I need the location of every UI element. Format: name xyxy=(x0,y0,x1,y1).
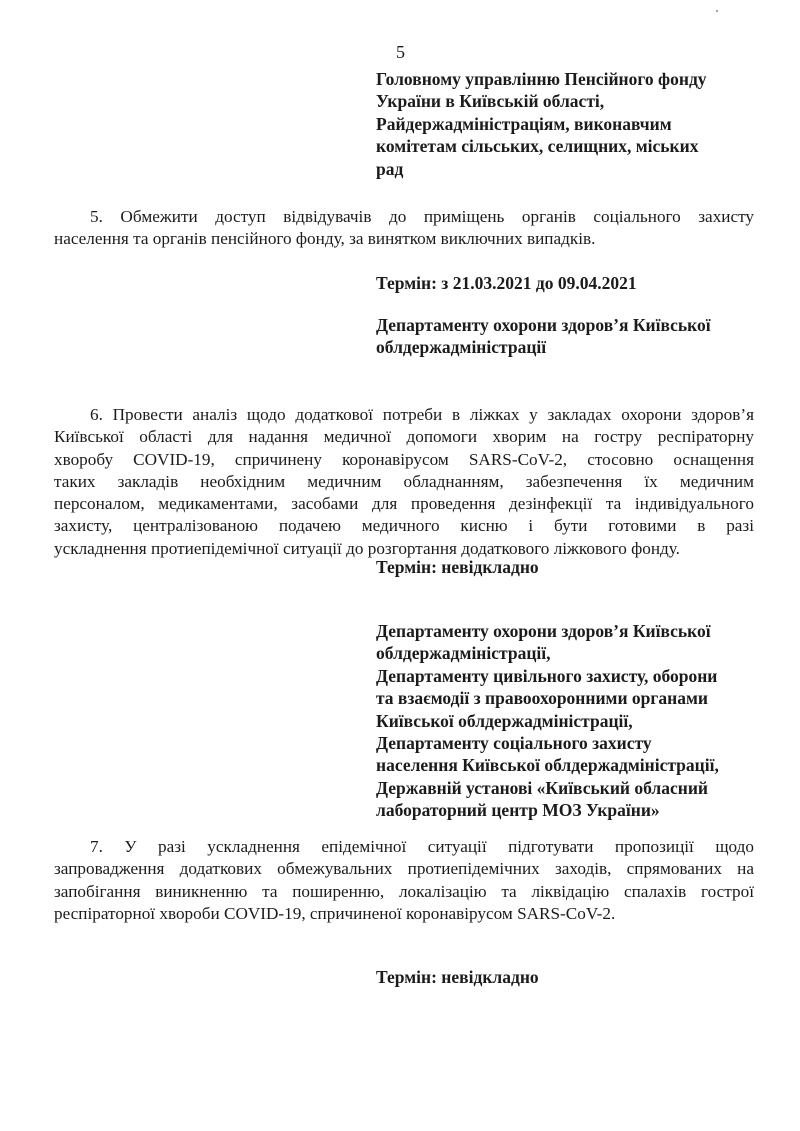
addressee-line: Департаменту охорони здоров’я Київської xyxy=(376,315,711,335)
paragraph-line: респіраторної хвороби COVID-19, спричиненої коронавірусом SARS-CoV-2. xyxy=(54,903,616,923)
item-7-paragraph xyxy=(54,836,754,925)
paragraph-line: населення та органів пенсійного фонду, за винятком виключних випадків. xyxy=(54,229,596,249)
addressee-line: Департаменту цивільного захисту, оборони xyxy=(376,665,718,686)
paragraph-line: запровадження додаткових обмежувальних протиепідемічних заходів, спрямованих на xyxy=(54,859,754,879)
paragraph-line: 7. У разі ускладнення епідемічної ситуації підготувати пропозиції щодо xyxy=(90,837,754,856)
deadline-item-6: Термін: невідкладно xyxy=(376,557,539,577)
addressee-line: комітетам сільських, селищних, міських xyxy=(376,136,699,157)
paragraph-line: хворобу COVID-19, спричинену коронавірусом SARS-CoV-2, стосовно оснащення xyxy=(54,449,754,469)
paragraph-line: таких закладів необхідним медичним обладнанням, забезпечення їх медичним xyxy=(54,471,754,491)
item-6-paragraph xyxy=(54,404,754,560)
deadline-item-7: Термін: невідкладно xyxy=(376,967,539,987)
paragraph-line: персоналом, медикаментами, засобами для проведення дезінфекції та індивідуального xyxy=(54,494,754,514)
addressee-block-multiple-departments xyxy=(376,620,776,822)
page-number: 5 xyxy=(396,42,405,62)
addressee-line: Державній установі «Київський обласний xyxy=(376,777,709,798)
addressee-block-health-department xyxy=(376,314,776,359)
paragraph-line: захисту, централізованою подачею медичного кисню і бути готовими в разі xyxy=(54,516,754,536)
addressee-line: лабораторний центр МОЗ України» xyxy=(376,800,660,821)
addressee-line: Головному управлінню Пенсійного фонду xyxy=(376,69,707,89)
paragraph-line: 5. Обмежити доступ відвідувачів до приміщень органів соціального захисту xyxy=(90,207,754,226)
scan-artifact xyxy=(716,10,718,12)
paragraph-line: ускладнення протиепідемічної ситуації до розгортання додаткового ліжкового фонду. xyxy=(54,538,680,558)
addressee-line: Департаменту охорони здоров’я Київської xyxy=(376,621,711,641)
paragraph-line: Київської області для надання медичної допомоги хворим на гостру респіраторну xyxy=(54,427,754,447)
deadline-item-5: Термін: з 21.03.2021 до 09.04.2021 xyxy=(376,273,637,293)
addressee-line: облдержадміністрації, xyxy=(376,643,551,664)
paragraph-line: запобігання виникненню та поширенню, локалізацію та ліквідацію спалахів гострої xyxy=(54,881,754,901)
addressee-line: Департаменту соціального захисту xyxy=(376,733,652,754)
addressee-line: України в Київській області, xyxy=(376,91,605,112)
addressee-block-pension-fund xyxy=(376,68,776,180)
addressee-line: Райдержадміністраціям, виконавчим xyxy=(376,113,672,134)
addressee-line: рад xyxy=(376,158,404,179)
addressee-line: населення Київської облдержадміністрації, xyxy=(376,755,719,776)
addressee-line: Київської облдержадміністрації, xyxy=(376,710,633,731)
item-5-paragraph xyxy=(54,206,754,251)
addressee-line: та взаємодії з правоохоронними органами xyxy=(376,688,708,709)
paragraph-line: 6. Провести аналіз щодо додаткової потреби в ліжках у закладах охорони здоров’я xyxy=(90,405,754,424)
addressee-line: облдержадміністрації xyxy=(376,337,547,358)
